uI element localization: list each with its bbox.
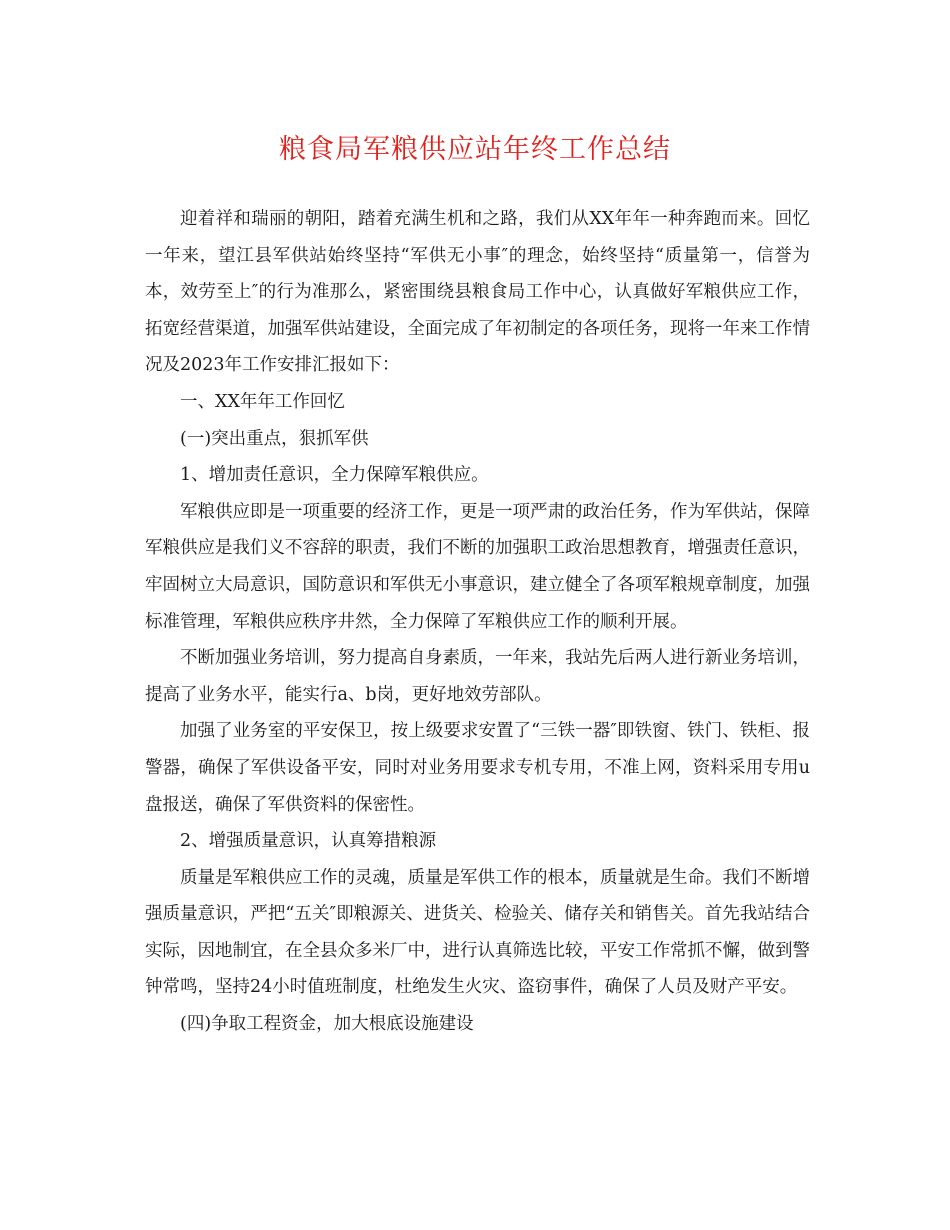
paragraph-training: 不断加强业务培训，努力提高自身素质，一年来，我站先后两人进行新业务培训，提高了业务水平，能实行a、b岗，更好地效劳部队。 [145, 648, 810, 705]
document-title: 粮食局军粮供应站年终工作总结 [279, 134, 671, 165]
document-body [145, 201, 810, 1043]
paragraph-quality: 质量是军粮供应工作的灵魂，质量是军供工作的根本，质量就是生命。我们不断增强质量意识，严把“五关″即粮源关、进货关、检验关、储存关和销售关。首先我站结合实际，因地制宜，在全县众多米厂中，进行认真筛选比较，平安工作常抓不懈，做到警钟常鸣，坚持24小时值班制度，杜绝发生火灾、盗窃事件，确保了人员及财产平安。 [145, 867, 810, 998]
item-heading-quality: 2、增强质量意识，认真筹措粮源 [180, 831, 437, 852]
intro-paragraph: 迎着祥和瑞丽的朝阳，踏着充满生机和之路，我们从XX年年一种奔跑而来。回忆一年来，望江县军供站始终坚持“军供无小事″的理念，始终坚持“质量第一，信誉为本，效劳至上″的行为准那么，紧密围绕县粮食局工作中心，认真做好军粮供应工作，拓宽经营渠道，加强军供站建设，全面完成了年初制定的各项任务，现将一年来工作情况及2023年工作安排汇报如下： [145, 209, 810, 376]
subsection-heading-funding: (四)争取工程资金，加大根底设施建设 [180, 1014, 474, 1035]
paragraph-supply-duty: 军粮供应即是一项重要的经济工作，更是一项严肃的政治任务，作为军供站，保障军粮供应是我们义不容辞的职责，我们不断的加强职工政治思想教育，增强责任意识，牢固树立大局意识，国防意识和军供无小事意识，建立健全了各项军粮规章制度，加强标准管理，军粮供应秩序井然，全力保障了军粮供应工作的顺利开展。 [145, 501, 810, 632]
item-heading-responsibility: 1、增加责任意识，全力保障军粮供应。 [180, 465, 489, 486]
section-heading-review: 一、XX年年工作回忆 [180, 391, 345, 412]
subsection-heading-military-supply: (一)突出重点，狠抓军供 [180, 428, 369, 449]
paragraph-security: 加强了业务室的平安保卫，按上级要求安置了“三铁一器″即铁窗、铁门、铁柜、报警器，确保了军供设备平安，同时对业务用要求专机专用，不准上网，资料采用专用u盘报送，确保了军供资料的保密性。 [145, 721, 810, 815]
